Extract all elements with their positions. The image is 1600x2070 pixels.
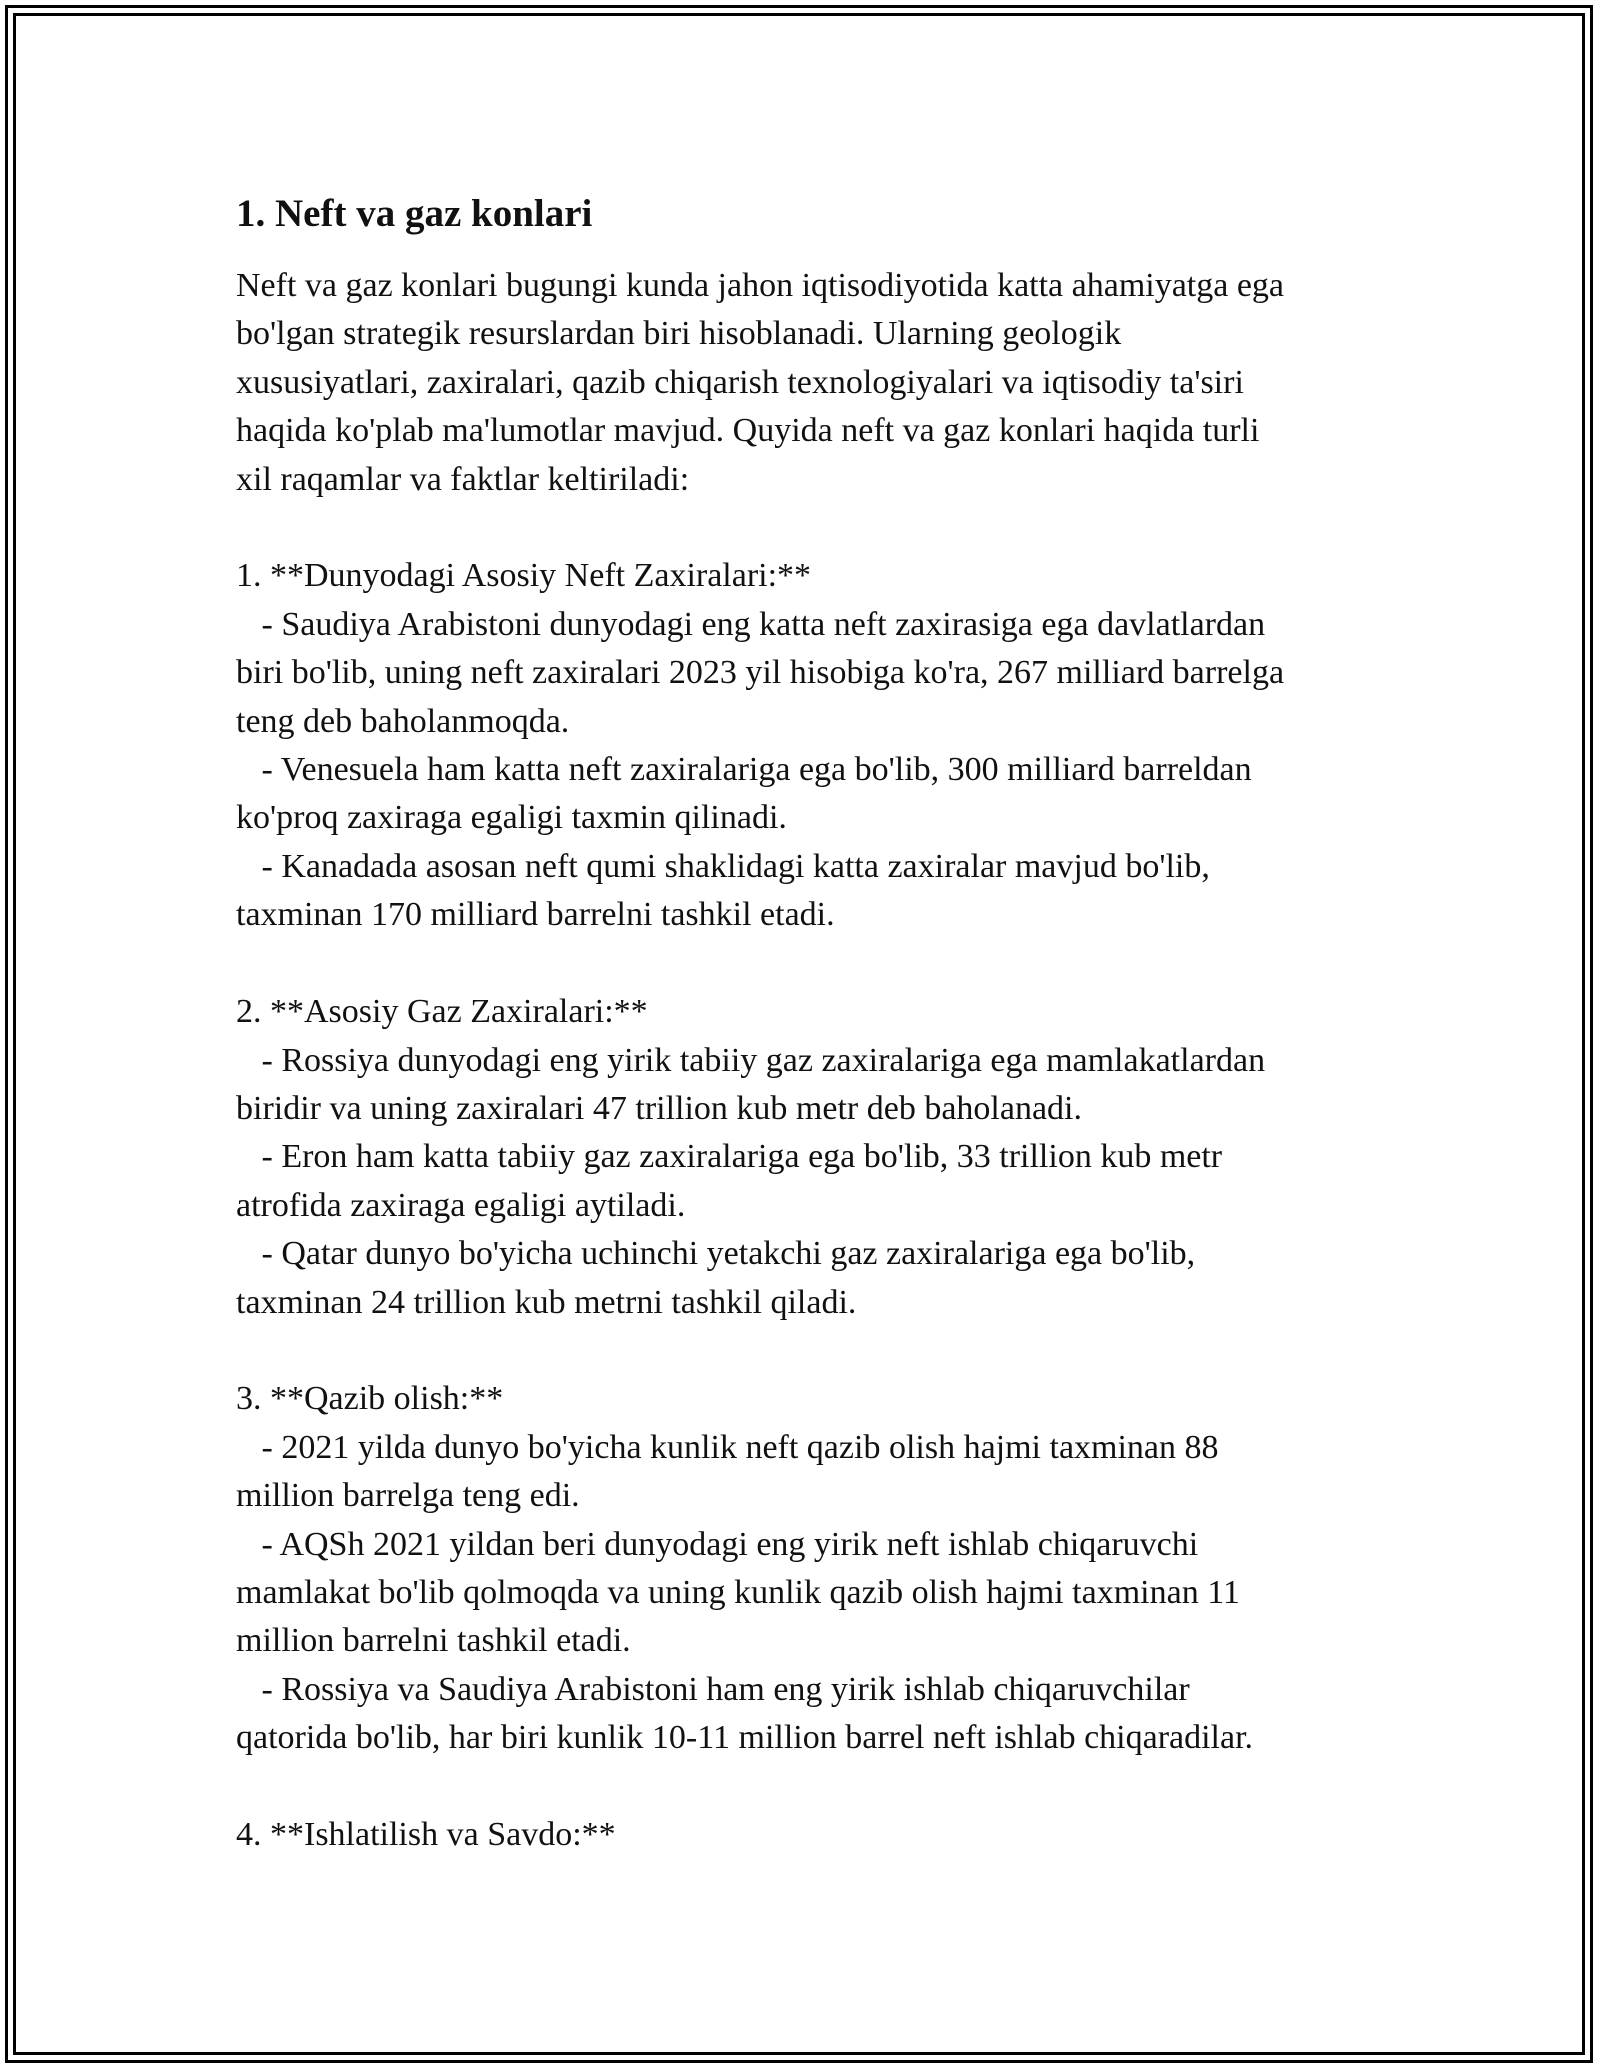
blank-line <box>236 940 1386 988</box>
section-oil-reserves: 1. **Dunyodagi Asosiy Neft Zaxiralari:** - Saudiya Arabistoni dunyodagi eng katta neft zaxirasiga ega davlatlardan biri bo'lib, uning neft zaxiralari 2023 yil hisobiga ko'ra, 267 milliard barrelga teng deb baholanmoqda. - Venesuela ham katta neft zaxiralariga ega bo'lib, 300 milliard barreldan ko'proq zaxiraga egaligi taxmin qilinadi. - Kanadada asosan neft qumi shaklidagi katta zaxiralar mavjud bo'lib, taxminan 170 milliard barrelni tashkil etadi. <box>236 557 1285 934</box>
blank-line <box>236 504 1386 552</box>
blank-line <box>236 1763 1386 1811</box>
blank-line <box>236 1327 1386 1375</box>
intro-paragraph: Neft va gaz konlari bugungi kunda jahon iqtisodiyotida katta ahamiyatga ega bo'lgan strategik resurslardan biri hisoblanadi. Ularning geologik xususiyatlari, zaxiralari, qazib chiqarish texnologiyalari va iqtisodiy ta'siri haqida ko'plab ma'lumotlar mavjud. Quyida neft va gaz konlari haqida turli xil raqamlar va faktlar keltiriladi: <box>236 267 1285 498</box>
section-gas-reserves: 2. **Asosiy Gaz Zaxiralari:** - Rossiya dunyodagi eng yirik tabiiy gaz zaxiralariga ega mamlakatlardan biridir va uning zaxiralari 47 trillion kub metr deb baholanadi. - Eron ham katta tabiiy gaz zaxiralariga ega bo'lib, 33 trillion kub metr atrofida zaxiraga egaligi aytiladi. - Qatar dunyo bo'yicha uchinchi yetakchi gaz zaxiralariga ega bo'lib, taxminan 24 trillion kub metrni tashkil qiladi. <box>236 993 1266 1321</box>
section-usage-trade: 4. **Ishlatilish va Savdo:** <box>236 1816 616 1853</box>
document-body <box>236 188 1386 1859</box>
section-extraction: 3. **Qazib olish:** - 2021 yilda dunyo bo'yicha kunlik neft qazib olish hajmi taxminan 88 million barrelga teng edi. - AQSh 2021 yildan beri dunyodagi eng yirik neft ishlab chiqaruvchi mamlakat bo'lib qolmoqda va uning kunlik qazib olish hajmi taxminan 11 million barrelni tashkil etadi. - Rossiya va Saudiya Arabistoni ham eng yirik ishlab chiqaruvchilar qatorida bo'lib, har biri kunlik 10-11 million barrel neft ishlab chiqaradilar. <box>236 1380 1254 1757</box>
page-title: 1. Neft va gaz konlari <box>236 192 593 235</box>
